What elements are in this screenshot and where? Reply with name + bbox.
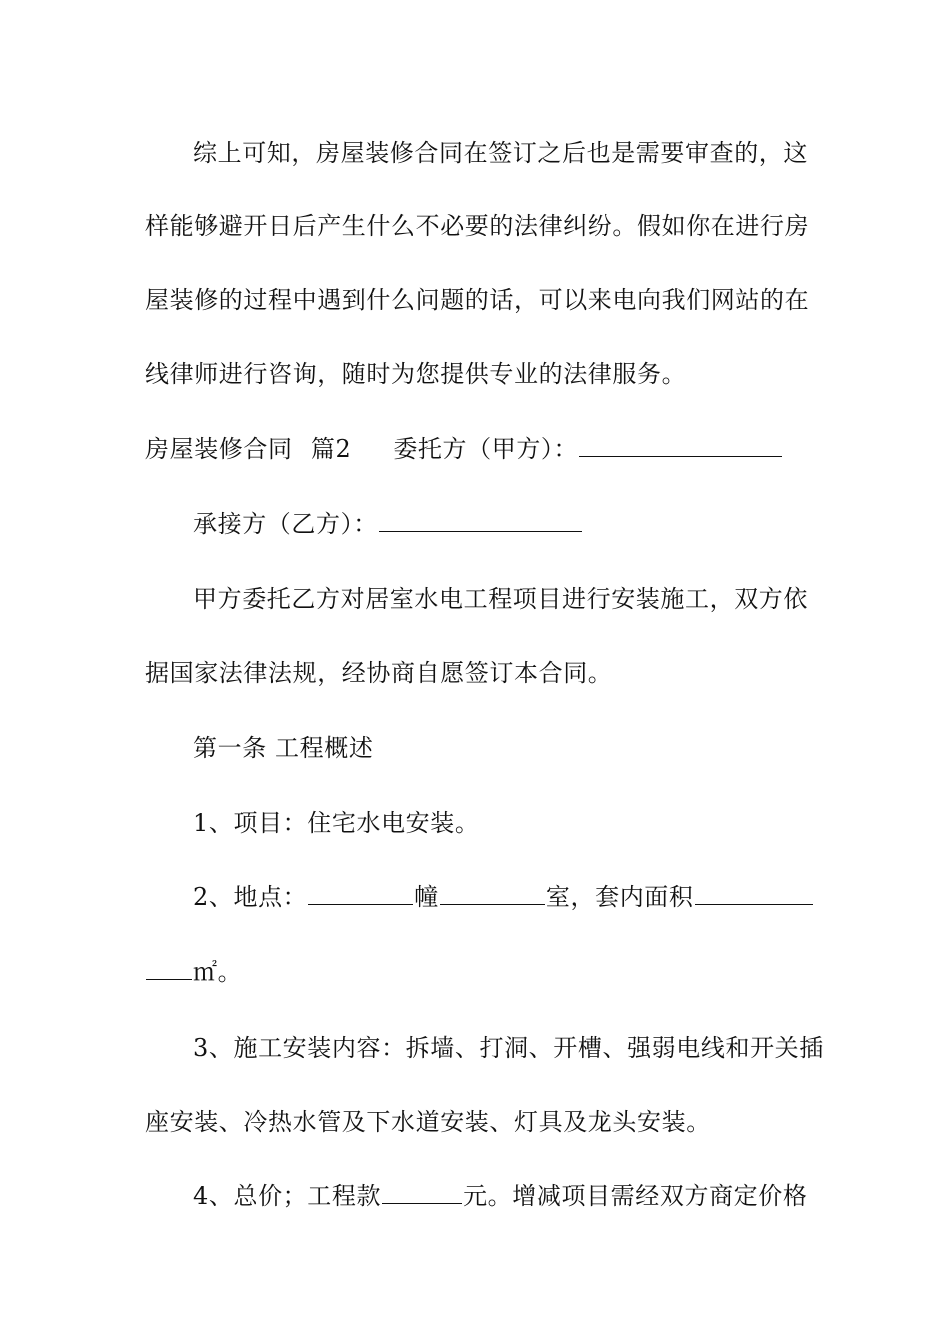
article-1-item-2 [193,882,863,912]
summary-line-4: 线律师进行咨询，随时为您提供专业的法律服务。 [145,360,687,388]
article-1-title: 第一条 工程概述 [193,734,374,762]
article-1-item-2-cont [145,957,815,987]
party-b-line [193,509,863,539]
article-1-item-4 [193,1181,863,1211]
contract-section: 篇2 [310,435,352,463]
item-2-building: 幢 [414,883,439,911]
summary-line-2: 样能够避开日后产生什么不必要的法律纠纷。假如你在进行房 [145,212,810,240]
building-blank [308,882,413,905]
item-2-room: 室，套内面积 [545,883,694,911]
article-1-item-3-line-1: 3、施工安装内容：拆墙、打洞、开槽、强弱电线和开关插 [193,1034,824,1062]
party-a-blank [579,434,782,457]
item-2-unit: ㎡。 [193,958,243,986]
article-1-item-3-line-2: 座安装、冷热水管及下水道安装、灯具及龙头安装。 [145,1108,711,1136]
summary-line-3: 屋装修的过程中遇到什么问题的话，可以来电向我们网站的在 [145,286,810,314]
party-b-label: 承接方（乙方）： [193,510,378,538]
contract-heading [145,434,815,464]
party-a-label: 委托方（甲方）： [393,435,579,463]
item-2-prefix: 2、地点： [193,883,308,911]
party-b-blank [379,509,582,532]
area-blank [695,882,813,905]
item-4-prefix: 4、总价；工程款 [193,1182,382,1210]
summary-line-1: 综上可知，房屋装修合同在签订之后也是需要审查的，这 [193,139,808,167]
area-blank-cont [146,957,192,980]
contract-title: 房屋装修合同 [145,435,293,463]
room-blank [440,882,545,905]
intro-line-1: 甲方委托乙方对居室水电工程项目进行安装施工，双方依 [193,585,808,613]
price-blank [382,1181,462,1204]
item-4-suffix: 元。增减项目需经双方商定价格 [463,1182,808,1210]
intro-line-2: 据国家法律法规，经协商自愿签订本合同。 [145,659,613,687]
article-1-item-1: 1、项目：住宅水电安装。 [193,809,480,837]
